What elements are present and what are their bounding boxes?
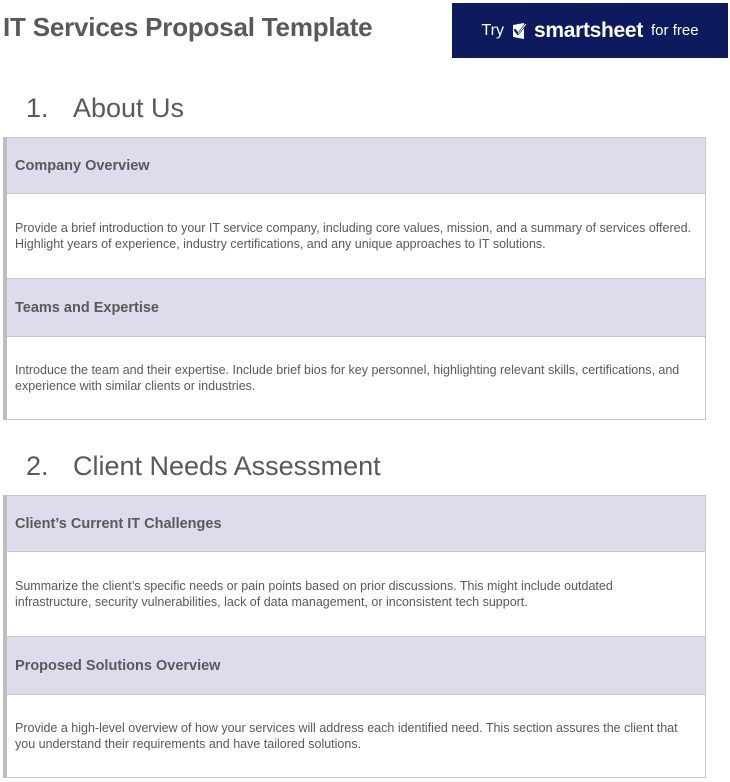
subsection-heading-current-challenges: Client’s Current IT Challenges	[7, 496, 705, 551]
smartsheet-check-icon	[512, 22, 528, 40]
document-title: IT Services Proposal Template	[3, 12, 373, 42]
subsection-body-teams-expertise: Introduce the team and their expertise. Include brief bios for key personnel, highlighting relevant skills, certifications, and experience with similar clients or industries.	[7, 336, 705, 419]
section-heading-about-us	[26, 93, 184, 124]
section-title: Client Needs Assessment	[73, 451, 381, 481]
section-heading-client-needs	[26, 451, 381, 482]
subsection-heading-proposed-solutions: Proposed Solutions Overview	[7, 636, 705, 694]
try-smartsheet-banner[interactable]	[452, 3, 728, 58]
section-number: 1.	[26, 93, 49, 123]
promo-brand-name: smartsheet	[533, 18, 644, 42]
subsection-body-company-overview: Provide a brief introduction to your IT service company, including core values, mission, and a summary of services offered. Highlight years of experience, industry certifications, and any unique approaches to IT solutions.	[7, 193, 705, 278]
subsection-body-current-challenges: Summarize the client’s specific needs or pain points based on prior discussions. This might include outdated infrastructure, security vulnerabilities, lack of data management, or inconsistent tech support.	[7, 551, 705, 636]
about-us-section-box	[3, 137, 706, 420]
promo-try-label: Try	[481, 21, 504, 39]
client-needs-section-box	[3, 495, 706, 778]
section-title: About Us	[73, 93, 185, 123]
subsection-body-proposed-solutions: Provide a high-level overview of how your services will address each identified need. This section assures the client that you understand their requirements and have tailored solutions.	[7, 694, 705, 777]
subsection-heading-teams-expertise: Teams and Expertise	[7, 278, 705, 336]
section-number: 2.	[26, 451, 49, 481]
promo-suffix: for free	[651, 22, 699, 39]
subsection-heading-company-overview: Company Overview	[7, 138, 705, 193]
